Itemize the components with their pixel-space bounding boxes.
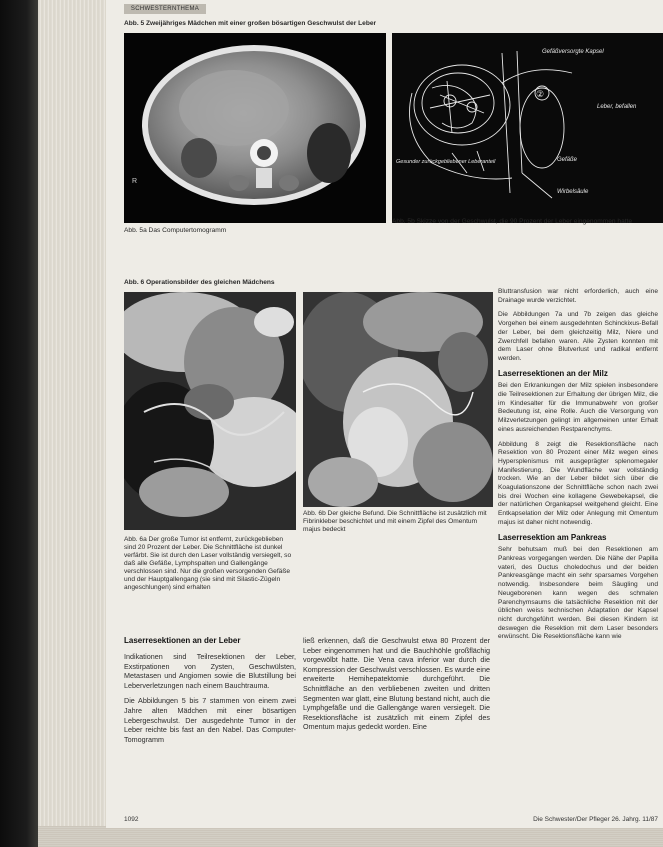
paragraph: ließ erkennen, daß die Geschwulst etwa 80 Prozent der Leber eingenommen hat und die Bauchhöhle großflächig vorgewölbt hatte. Die Vena cava inferior war durch die Kompression der Geschwulst verschlossen. Es wurde eine erweiterte Hemihepatektomie durchgeführt. Die Schnittfläche an den verbliebenen zweiten und dritten Segmenten war glatt, eine Blutung bestand nicht, auch die Lymphgefäße und die Gallengänge waren versiegelt. Die Resektionsfläche ist zusätzlich mit einem Zipfel des Omentum majus gedeckt worden. Eine [303,636,490,732]
sketch-label-mid: Gefäße [557,157,578,163]
surgery-photo-6b [303,292,493,507]
sketch-label-upper: Gefäßversorgte Kapsel [542,49,604,55]
sketch-label-left: Gesunder zurückgebliebener Leberanteil [396,159,496,165]
fig6-title: Abb. 6 Operationsbilder des gleichen Mädchens [124,279,275,286]
sketch-label-right: Leber, befallen [597,104,637,110]
svg-text:R: R [132,178,138,185]
paragraph: Die Abbildungen 5 bis 7 stammen von einem zwei Jahre alten Mädchen mit einer bösartigen Lebergeschwulst. Der ausgedehnte Tumor in der Leber reichte bis fast an den Nabel. Das Computer-Tomogramm [124,696,296,744]
paragraph: Bluttransfusion war nicht erforderlich, auch eine Drainage wurde verzichtet. [498,288,658,304]
fig6b-caption: Abb. 6b Der gleiche Befund. Die Schnittfläche ist zusätzlich mit Fibrinkleber beschichtet und mit einem Zipfel des Omentum majus bedeckt [303,510,487,533]
column-left [124,652,296,750]
heading-milz: Laserresektionen an der Milz [498,368,608,378]
paragraph: Abbildung 8 zeigt die Resektionsfläche nach Resektion von 80 Prozent einer Milz wegen eines Hypersplenismus mit ausgeprägter splenomegaler Manifestierung. Die Wundfläche war vollständig trocken. Wie an der Leber bildet sich über die Koagulationszone der Schnittfläche schon nach zwei bis drei Wochen eine kollagene Gewebekapsel, die der natürlichen Organkapsel weitgehend gleicht. Eine Entkapselation der Milz oder Anlegung mit Omentum majus ist daher nicht notwendig. [498,440,658,526]
fig5a-caption: Abb. 5a Das Computertomogramm [124,227,227,234]
book-spine [0,0,38,847]
heading-pankreas: Laserresektion am Pankreas [498,532,607,542]
column-middle [303,636,490,738]
fig6a-caption: Abb. 6a Der große Tumor ist entfernt, zurückgeblieben sind 20 Prozent der Leber. Die Schnittfläche ist dunkel verfärbt. Sie ist durch den Laser vollständig versiegelt, so daß alle Gefäße, Lymphspalten und Gallengänge verschlossen sind. Nur die großen versorgenden Gefäße und der Hauptgallengang (sie sind mit Silastic-Zügeln angeschlungen) sind erhalten [124,536,292,591]
paragraph: Bei den Erkrankungen der Milz spielen insbesondere die Teilresektionen zur Erhaltung der übrigen Milz, die im Kindesalter für die Immunabwehr von großer Bedeutung ist, eine Rolle. Auch die Versorgung von Milzverletzungen gelingt im allgemeinen unter Erhalt eines ausreichenden Restparenchyms. [498,382,658,433]
ct-scan-image [124,33,386,223]
page-number: 1092 [124,816,139,823]
sketch-image [392,33,663,223]
page-edges-left [38,0,106,847]
heading-leber: Laserresektionen an der Leber [124,636,241,645]
page-edges-bottom [38,826,663,847]
fig5b-caption: Abb. 5b Skizze von der Geschwulst, die 90 Prozent der Leber eingenommen hatte [392,218,633,225]
paragraph: Sehr behutsam muß bei den Resektionen am Pankreas vorgegangen werden. Die Nähe der Papilla vateri, des Ductus choledochus und der beiden Pankreasgänge macht ein sehr sparsames Vorgehen notwendig. Insbesondere beim Säugling und Neugeborenen kann wegen des schmalen Parenchymsaums die tatsächliche Resektion mit der üblichen weiss technischen Adaptation der Kapsel nicht durchgeführt werden. Bei diesen Kindern ist deswegen die Resektion mit dem Laser besonders erwünscht. Die Resektionsfläche kann wie [498,546,658,641]
sketch-label-bottom: Wirbelsäule [557,189,589,195]
svg-text:②: ② [536,89,545,99]
journal-footer: Die Schwester/Der Pfleger 26. Jahrg. 11/87 [533,816,658,823]
surgery-photo-6a [124,292,296,530]
paragraph: Indikationen sind Teilresektionen der Leber, Exstirpationen von Zysten, Geschwülsten, Metastasen und Angiomen sowie die Blutstillung bei Leberverletzungen nach einem Bauchtrauma. [124,652,296,690]
fig5-title: Abb. 5 Zweijähriges Mädchen mit einer großen bösartigen Geschwulst der Leber [124,20,377,27]
running-head: SCHWESTERNTHEMA [124,4,206,14]
book-page [106,0,663,828]
paragraph: Die Abbildungen 7a und 7b zeigen das gleiche Vorgehen bei einem ausgedehnten Schinckixus-Befall der Leber, bei dem gleichzeitig Milz, Niere und Zwerchfell befallen waren. Alle Zysten konnten mit dem Laser ohne Blutverlust und radikal entfernt werden. [498,311,658,362]
column-right [498,288,658,648]
